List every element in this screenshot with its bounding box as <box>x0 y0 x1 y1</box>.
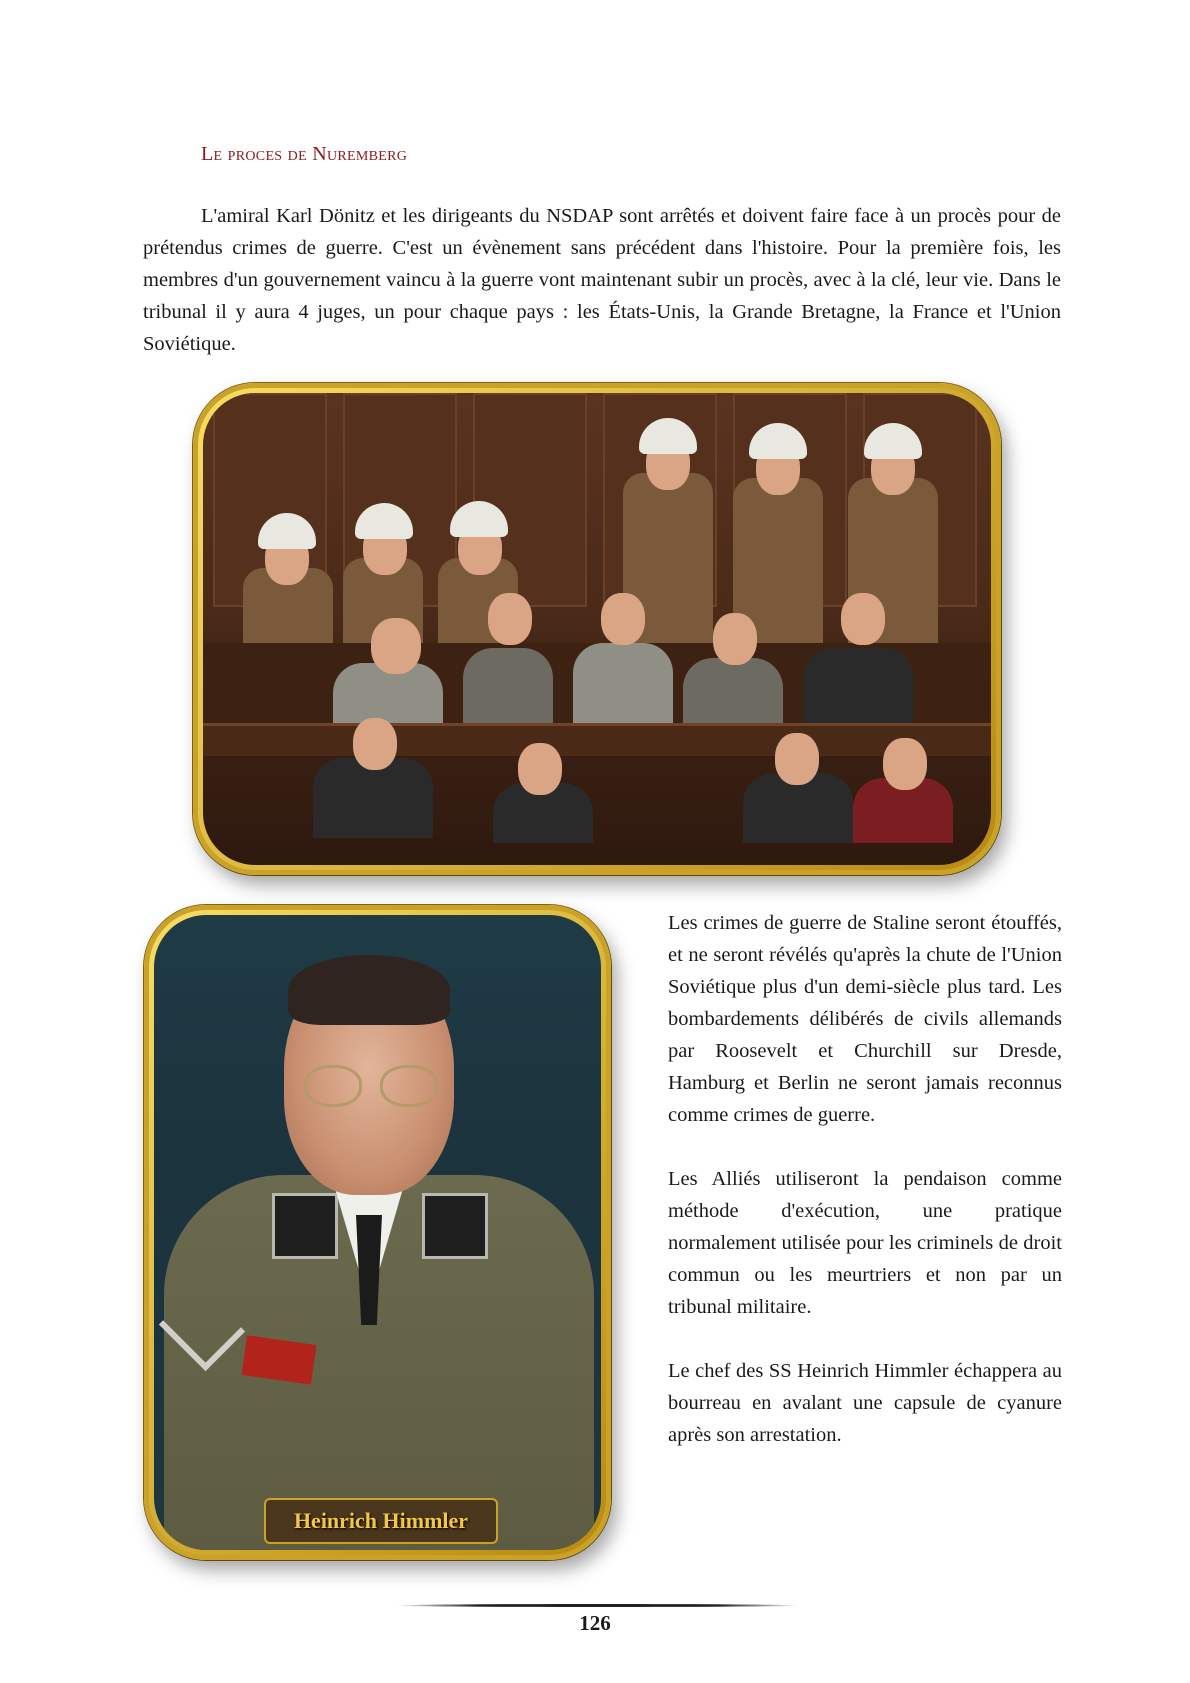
side-paragraph-3: Le chef des SS Heinrich Himmler échappera au bourreau en avalant une capsule de cyanure après son arrestation. <box>668 1360 1062 1446</box>
intro-paragraph: L'amiral Karl Dönitz et les dirigeants du NSDAP sont arrêtés et doivent faire face à un procès pour de prétendus crimes de guerre. C'est un évènement sans précédent dans l'histoire. Pour la première fois, les membres d'un gouvernement vaincu à la guerre vont maintenant subir un procès, avec à la clé, leur vie. Dans le tribunal il y aura 4 juges, un pour chaque pays : les États-Unis, la Grande Bretagne, la France et l'Union Soviétique. <box>143 205 1061 355</box>
side-paragraph-2: Les Alliés utiliseront la pendaison comme méthode d'exécution, une pratique normalement utilisée pour les criminels de droit commun ou les meurtriers et non par un tribunal militaire. <box>668 1168 1062 1318</box>
himmler-portrait-photo <box>144 905 611 1560</box>
courtroom-scene <box>203 393 991 865</box>
page-number: 126 <box>579 1611 611 1635</box>
nuremberg-trial-photo <box>193 383 1001 875</box>
portrait-caption: Heinrich Himmler <box>264 1498 498 1544</box>
portrait-scene <box>154 915 601 1550</box>
side-paragraph-1: Les crimes de guerre de Staline seront étouffés, et ne seront révélés qu'après la chute de l'Union Soviétique plus d'un demi-siècle plus tard. Les bombardements délibérés de civils allemands par Roosevelt et Churchill sur Dresde, Hamburg et Berlin ne seront jamais reconnus comme crimes de guerre. <box>668 912 1062 1126</box>
side-text <box>668 907 1062 1483</box>
footer-rule <box>395 1604 800 1607</box>
intro-text <box>143 200 1061 360</box>
section-heading: Le proces de Nuremberg <box>201 143 408 165</box>
